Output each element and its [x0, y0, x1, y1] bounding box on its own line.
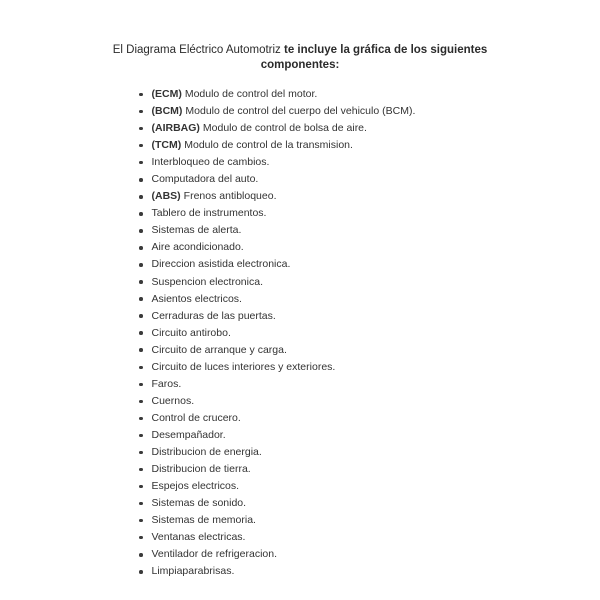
- list-item: [135, 444, 415, 461]
- bullet-icon: [139, 553, 143, 557]
- list-item-text: Cuernos.: [151, 394, 195, 407]
- list-item-text: Tablero de instrumentos.: [151, 207, 267, 220]
- list-item: [135, 410, 415, 427]
- list-item: [135, 325, 415, 342]
- components-list: [135, 86, 415, 580]
- bullet-icon: [139, 434, 143, 438]
- bullet-icon: [139, 127, 143, 131]
- list-item-abbreviation: (BCM): [151, 105, 183, 118]
- list-item-text: Modulo de control de la transmision.: [184, 139, 353, 152]
- list-item: [135, 342, 415, 359]
- list-item-text: Interbloqueo de cambios.: [151, 156, 270, 169]
- bullet-icon: [139, 331, 143, 335]
- bullet-icon: [139, 110, 143, 114]
- list-item-abbreviation: (TCM): [151, 139, 182, 152]
- list-item-text: Limpiaparabrisas.: [151, 565, 235, 578]
- bullet-icon: [139, 144, 143, 148]
- list-item: [135, 512, 415, 529]
- list-item-text: Circuito de arranque y carga.: [151, 343, 287, 356]
- list-item: [135, 376, 415, 393]
- list-item: [135, 393, 415, 410]
- list-item-text: Sistemas de alerta.: [151, 224, 242, 237]
- heading-normal-text: El Diagrama Eléctrico Automotriz: [112, 44, 285, 56]
- bullet-icon: [139, 212, 143, 216]
- list-item-text: Direccion asistida electronica.: [151, 258, 291, 271]
- list-item: [135, 359, 415, 376]
- bullet-icon: [139, 417, 143, 421]
- list-item-abbreviation: (ABS): [151, 190, 181, 203]
- list-item: [135, 478, 415, 495]
- list-item-text: Faros.: [151, 377, 182, 390]
- bullet-icon: [139, 400, 143, 404]
- list-item: [135, 563, 415, 580]
- list-item-abbreviation: (ECM): [151, 88, 182, 100]
- bullet-icon: [139, 263, 143, 267]
- list-item: [135, 461, 415, 478]
- bullet-icon: [139, 451, 143, 455]
- heading-line-2: componentes:: [260, 59, 340, 71]
- list-item: [135, 256, 415, 273]
- list-item-abbreviation: (AIRBAG): [151, 122, 200, 135]
- bullet-icon: [139, 246, 143, 250]
- list-item-text: Ventilador de refrigeracion.: [151, 548, 277, 561]
- list-item-text: Circuito de luces interiores y exteriores.: [151, 360, 336, 373]
- bullet-icon: [139, 161, 143, 165]
- bullet-icon: [139, 383, 143, 387]
- bullet-icon: [139, 229, 143, 233]
- bullet-icon: [139, 178, 143, 182]
- list-item-text: Computadora del auto.: [151, 173, 259, 186]
- list-item-text: Cerraduras de las puertas.: [151, 309, 276, 322]
- list-item: [135, 205, 415, 222]
- list-item-text: Desempañador.: [151, 428, 226, 441]
- list-item-text: Ventanas electricas.: [151, 531, 246, 544]
- bullet-icon: [139, 348, 143, 352]
- bullet-icon: [139, 280, 143, 284]
- list-item-text: Suspencion electronica.: [151, 275, 263, 288]
- list-item: [135, 171, 415, 188]
- bullet-icon: [139, 93, 143, 97]
- list-item-text: Espejos electricos.: [151, 480, 240, 493]
- list-item-text: Circuito antirobo.: [151, 326, 231, 339]
- list-item-text: Frenos antibloqueo.: [183, 190, 277, 203]
- bullet-icon: [139, 297, 143, 301]
- bullet-icon: [139, 519, 143, 523]
- list-item: [135, 154, 415, 171]
- list-item: [135, 86, 415, 103]
- list-item: [135, 529, 415, 546]
- list-item-text: Sistemas de sonido.: [151, 497, 247, 510]
- bullet-icon: [139, 195, 143, 199]
- list-item: [135, 120, 415, 137]
- list-item: [135, 308, 415, 325]
- list-item: [135, 274, 415, 291]
- list-item: [135, 222, 415, 239]
- list-item-text: Distribucion de tierra.: [151, 463, 251, 476]
- list-item: [135, 239, 415, 256]
- bullet-icon: [139, 485, 143, 489]
- list-item: [135, 495, 415, 512]
- heading-bold-text: te incluye la gráfica de los siguientes: [284, 44, 488, 56]
- list-item-text: Sistemas de memoria.: [151, 514, 256, 527]
- list-item: [135, 427, 415, 444]
- bullet-icon: [139, 536, 143, 540]
- bullet-icon: [139, 502, 143, 506]
- list-item-text: Aire acondicionado.: [151, 241, 244, 254]
- bullet-icon: [139, 366, 143, 370]
- list-item-text: Modulo de control de bolsa de aire.: [202, 122, 367, 135]
- list-item: [135, 291, 415, 308]
- list-item-text: Control de crucero.: [151, 411, 241, 424]
- heading-line-1: [0, 43, 600, 58]
- list-item: [135, 137, 415, 154]
- bullet-icon: [139, 570, 143, 574]
- list-item: [135, 103, 415, 120]
- bullet-icon: [139, 468, 143, 472]
- list-item: [135, 546, 415, 563]
- page-heading: [0, 43, 600, 73]
- list-item-text: Modulo de control del cuerpo del vehiculo (BCM).: [185, 105, 416, 118]
- list-item-text: Modulo de control del motor.: [184, 88, 318, 100]
- list-item: [135, 188, 415, 205]
- list-item-text: Asientos electricos.: [151, 292, 242, 305]
- bullet-icon: [139, 314, 143, 318]
- list-item-text: Distribucion de energia.: [151, 445, 262, 458]
